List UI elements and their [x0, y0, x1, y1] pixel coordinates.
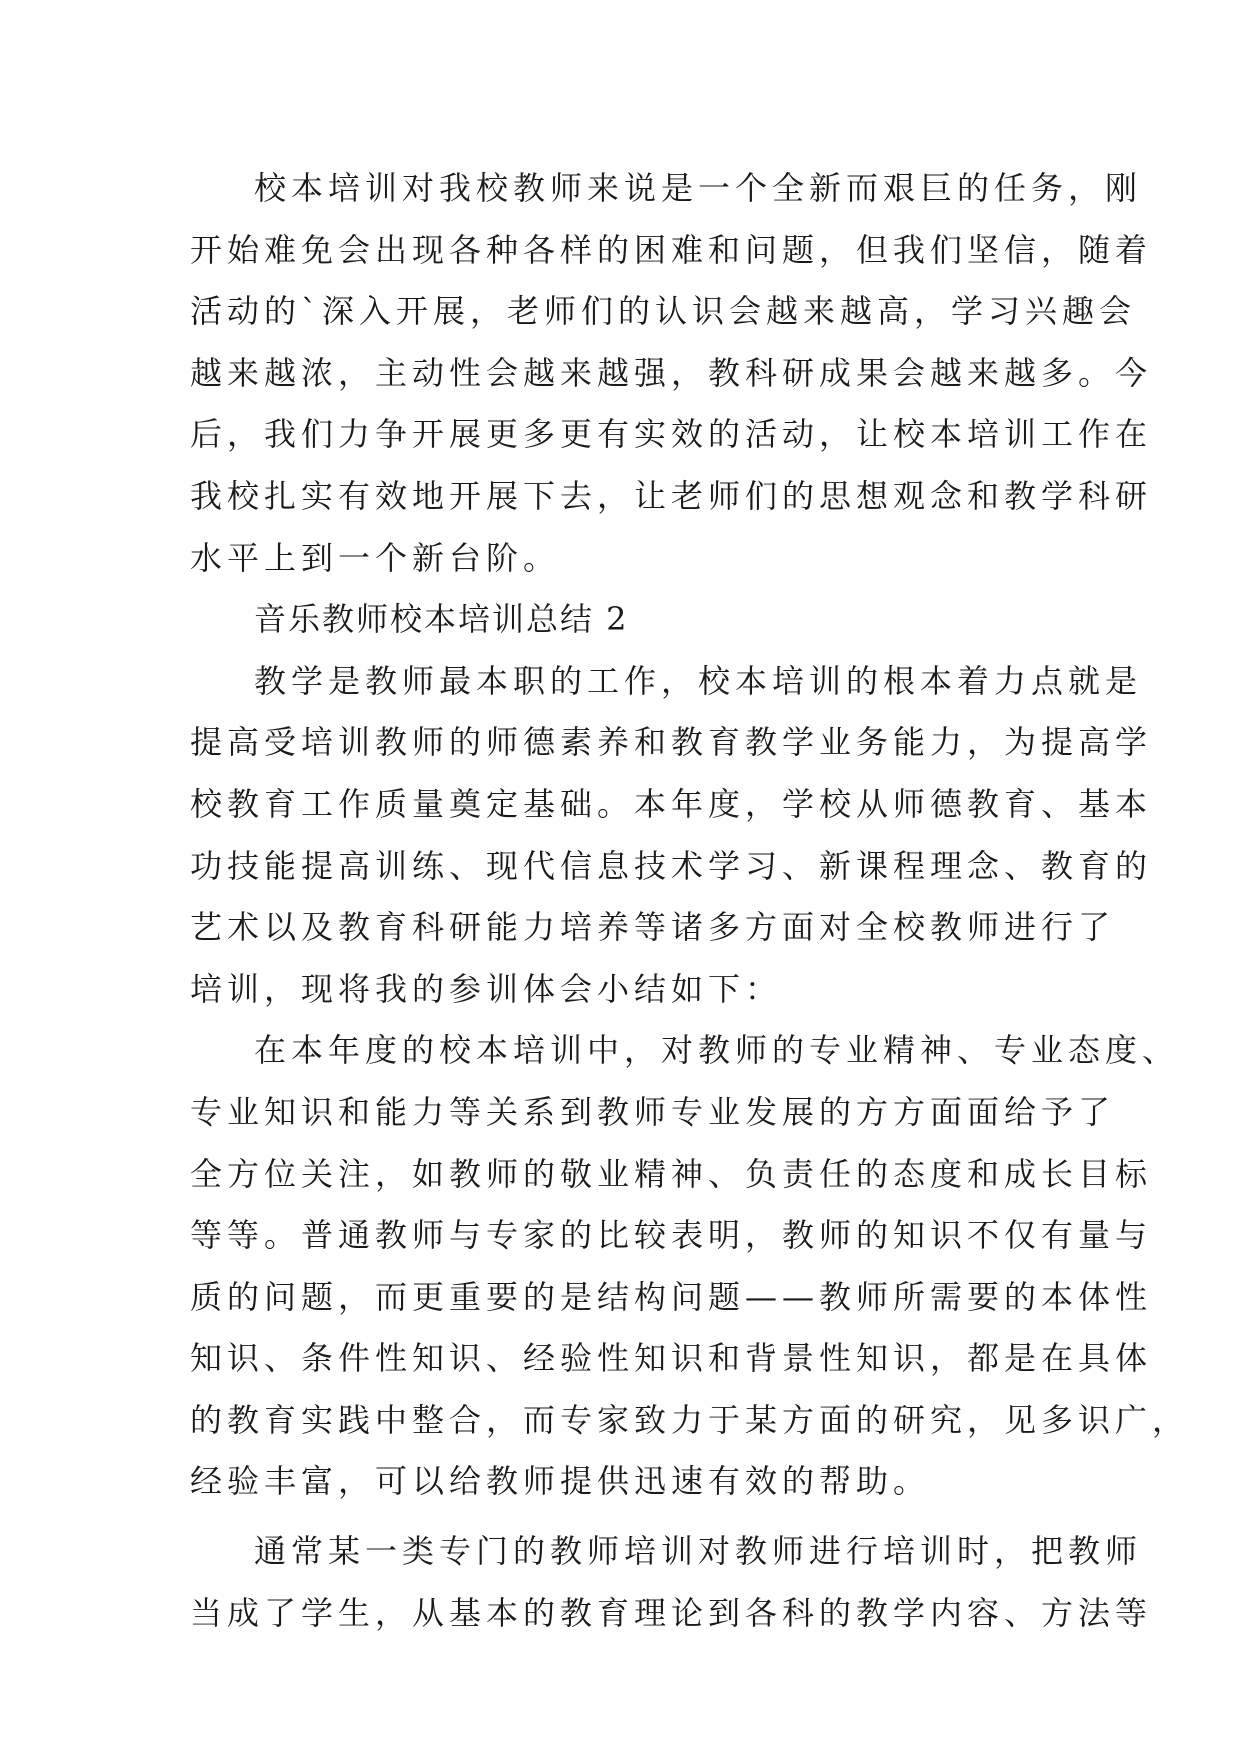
paragraph-line: 全方位关注，如教师的敬业精神、负责任的态度和成长目标	[190, 1154, 1153, 1193]
paragraph-line: 教学是教师最本职的工作，校本培训的根本着力点就是	[254, 661, 1143, 700]
document-body	[190, 158, 1190, 1644]
paragraph-line: 艺术以及教育科研能力培养等诸多方面对全校教师进行了	[190, 908, 1116, 947]
paragraph-line: 提高受培训教师的师德素养和教育教学业务能力，为提高学	[190, 723, 1153, 762]
paragraph-line: 在本年度的校本培训中，对教师的专业精神、专业态度、	[254, 1031, 1180, 1070]
paragraph-line: 开始难免会出现各种各样的困难和问题，但我们坚信，随着	[190, 230, 1153, 269]
paragraph-line: 活动的`深入开展，老师们的认识会越来越高，学习兴趣会	[190, 292, 1137, 331]
paragraph-line: 我校扎实有效地开展下去，让老师们的思想观念和教学科研	[190, 476, 1153, 515]
paragraph-line: 通常某一类专门的教师培训对教师进行培训时，把教师	[254, 1532, 1143, 1571]
paragraph-spacer	[190, 1513, 1050, 1521]
paragraph-line: 经验丰富，可以给教师提供迅速有效的帮助。	[190, 1462, 931, 1501]
paragraph-line: 培训，现将我的参训体会小结如下：	[190, 969, 783, 1008]
paragraph-line: 校本培训对我校教师来说是一个全新而艰巨的任务，刚	[254, 169, 1143, 207]
paragraph-line: 的教育实践中整合，而专家致力于某方面的研究，见多识广，	[190, 1400, 1190, 1439]
paragraph-line: 校教育工作质量奠定基础。本年度，学校从师德教育、基本	[190, 784, 1153, 823]
section-heading: 音乐教师校本培训总结 2	[254, 600, 629, 639]
paragraph-line: 水平上到一个新台阶。	[190, 538, 561, 577]
paragraph-line: 知识、条件性知识、经验性知识和背景性知识，都是在具体	[190, 1339, 1153, 1378]
paragraph-1	[190, 158, 1153, 589]
paragraph-line: 等等。普通教师与专家的比较表明，教师的知识不仅有量与	[190, 1216, 1153, 1255]
paragraph-2	[190, 651, 1153, 1021]
paragraph-4	[190, 1521, 1153, 1644]
paragraph-3	[190, 1020, 1190, 1513]
paragraph-line: 后，我们力争开展更多更有实效的活动，让校本培训工作在	[190, 415, 1153, 454]
paragraph-line: 当成了学生，从基本的教育理论到各科的教学内容、方法等	[190, 1593, 1153, 1632]
paragraph-line: 越来越浓，主动性会越来越强，教科研成果会越来越多。今	[190, 353, 1153, 392]
paragraph-line: 专业知识和能力等关系到教师专业发展的方方面面给予了	[190, 1092, 1116, 1131]
paragraph-line: 质的问题，而更重要的是结构问题——教师所需要的本体性	[190, 1277, 1153, 1316]
paragraph-line: 功技能提高训练、现代信息技术学习、新课程理念、教育的	[190, 846, 1153, 885]
